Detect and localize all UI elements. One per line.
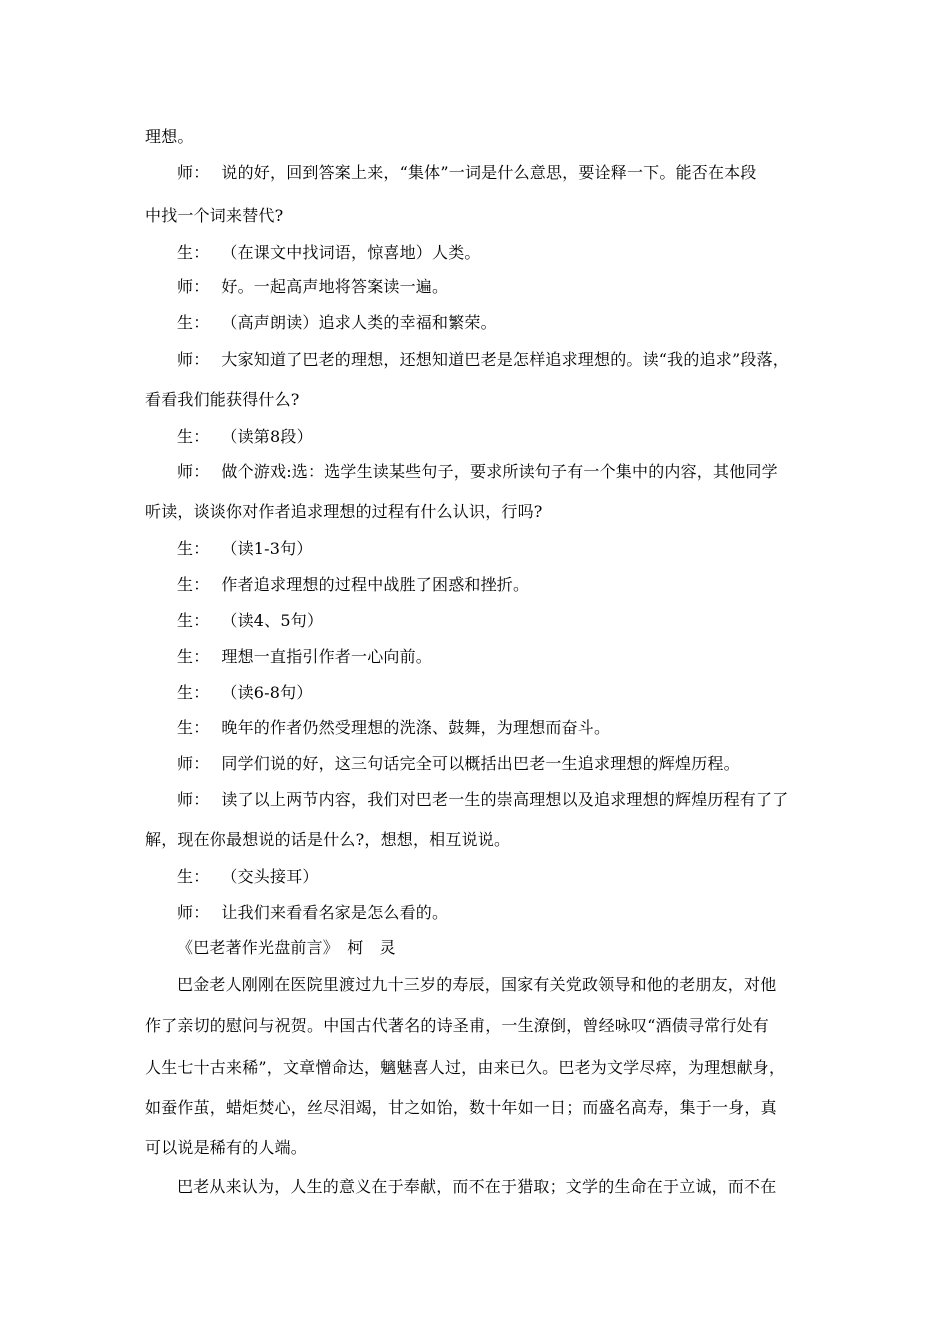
dialogue-line (177, 903, 448, 923)
line-text: 解，现在你最想说的话是什么?，想想，相互说说。 (145, 830, 511, 849)
dialogue-line (177, 313, 497, 333)
line-text: 大家知道了巴老的理想，还想知道巴老是怎样追求理想的。读“我的追求”段落， (221, 350, 789, 369)
dialogue-line (177, 867, 319, 887)
line-text: 看看我们能获得什么? (145, 390, 300, 409)
dialogue-line (177, 163, 757, 183)
line-text: （读1-3句） (221, 539, 313, 558)
speaker-label: 生： (177, 243, 210, 262)
dialogue-line (177, 754, 740, 774)
text-line (145, 127, 194, 147)
speaker-label: 生： (177, 683, 210, 702)
dialogue-line (177, 611, 323, 631)
dialogue-line (177, 462, 778, 482)
speaker-label: 师： (177, 462, 210, 481)
paragraph-line (145, 1098, 777, 1118)
speaker-label: 生： (177, 611, 210, 630)
paragraph-line (145, 1016, 769, 1036)
speaker-label: 师： (177, 903, 210, 922)
line-text: 晚年的作者仍然受理想的洗涤、鼓舞，为理想而奋斗。 (221, 718, 611, 737)
line-text: 作者追求理想的过程中战胜了困惑和挫折。 (221, 575, 530, 594)
line-text: （读6-8句） (221, 683, 313, 702)
dialogue-line (177, 350, 789, 370)
line-text: 好。一起高声地将答案读一遍。 (221, 277, 449, 296)
dialogue-line (177, 277, 448, 297)
paragraph-line (177, 1177, 776, 1197)
line-text: （交头接耳） (221, 867, 319, 886)
line-text: 可以说是稀有的人端。 (145, 1138, 308, 1157)
text-line (145, 390, 300, 410)
paragraph-line (177, 975, 776, 995)
line-text: 读了以上两节内容，我们对巴老一生的崇高理想以及追求理想的辉煌历程有了了 (221, 790, 789, 809)
line-text: 同学们说的好，这三句话完全可以概括出巴老一生追求理想的辉煌历程。 (221, 754, 740, 773)
text-line (145, 206, 283, 226)
line-text: （高声朗读）追求人类的幸福和繁荣。 (221, 313, 497, 332)
line-text: 让我们来看看名家是怎么看的。 (221, 903, 449, 922)
paragraph-line (145, 1138, 307, 1158)
dialogue-line (177, 790, 788, 810)
speaker-label: 生： (177, 539, 210, 558)
speaker-label: 生： (177, 427, 210, 446)
speaker-label: 师： (177, 350, 210, 369)
dialogue-line (177, 718, 610, 738)
line-text: 做个游戏:选：选学生读某些句子，要求所读句子有一个集中的内容，其他同学 (221, 462, 778, 481)
line-text: （读4、5句） (221, 611, 324, 630)
speaker-label: 生： (177, 313, 210, 332)
line-text: 理想。 (145, 127, 194, 146)
line-text: （读第8段） (221, 427, 313, 446)
line-text: （在课文中找词语，惊喜地）人类。 (221, 243, 481, 262)
quote-source-title (177, 938, 396, 958)
line-text: 理想一直指引作者一心向前。 (221, 647, 433, 666)
line-text: 巴老从来认为，人生的意义在于奉献，而不在于猎取；文学的生命在于立诚，而不在 (177, 1177, 777, 1196)
dialogue-line (177, 427, 313, 447)
line-text: 巴金老人刚刚在医院里渡过九十三岁的寿辰，国家有关党政领导和他的老朋友，对他 (177, 975, 777, 994)
speaker-label: 师： (177, 790, 210, 809)
text-line (145, 830, 510, 850)
line-text: 中找一个词来替代? (145, 206, 284, 225)
line-text: 如蚕作茧，蜡炬焚心，丝尽泪竭，甘之如饴，数十年如一日；而盛名高寿，集于一身，真 (145, 1098, 777, 1117)
speaker-label: 生： (177, 647, 210, 666)
speaker-label: 生： (177, 867, 210, 886)
speaker-label: 师： (177, 277, 210, 296)
line-text: 《巴老著作光盘前言》 柯 灵 (177, 938, 396, 957)
speaker-label: 师： (177, 163, 210, 182)
line-text: 说的好，回到答案上来，“集体”一词是什么意思，要诠释一下。能否在本段 (221, 163, 757, 182)
dialogue-line (177, 243, 481, 263)
line-text: 作了亲切的慰问与祝贺。中国古代著名的诗圣甫，一生潦倒，曾经咏叹“酒债寻常行处有 (145, 1016, 769, 1035)
line-text: 听读，谈谈你对作者追求理想的过程有什么认识，行吗? (145, 502, 543, 521)
text-line (145, 502, 543, 522)
paragraph-line (145, 1058, 785, 1078)
speaker-label: 生： (177, 575, 210, 594)
speaker-label: 生： (177, 718, 210, 737)
dialogue-line (177, 647, 432, 667)
dialogue-line (177, 539, 313, 559)
dialogue-line (177, 683, 313, 703)
speaker-label: 师： (177, 754, 210, 773)
line-text: 人生七十古来稀”，文章憎命达，魑魅喜人过，由来已久。巴老为文学尽瘁，为理想献身， (145, 1058, 786, 1077)
dialogue-line (177, 575, 529, 595)
